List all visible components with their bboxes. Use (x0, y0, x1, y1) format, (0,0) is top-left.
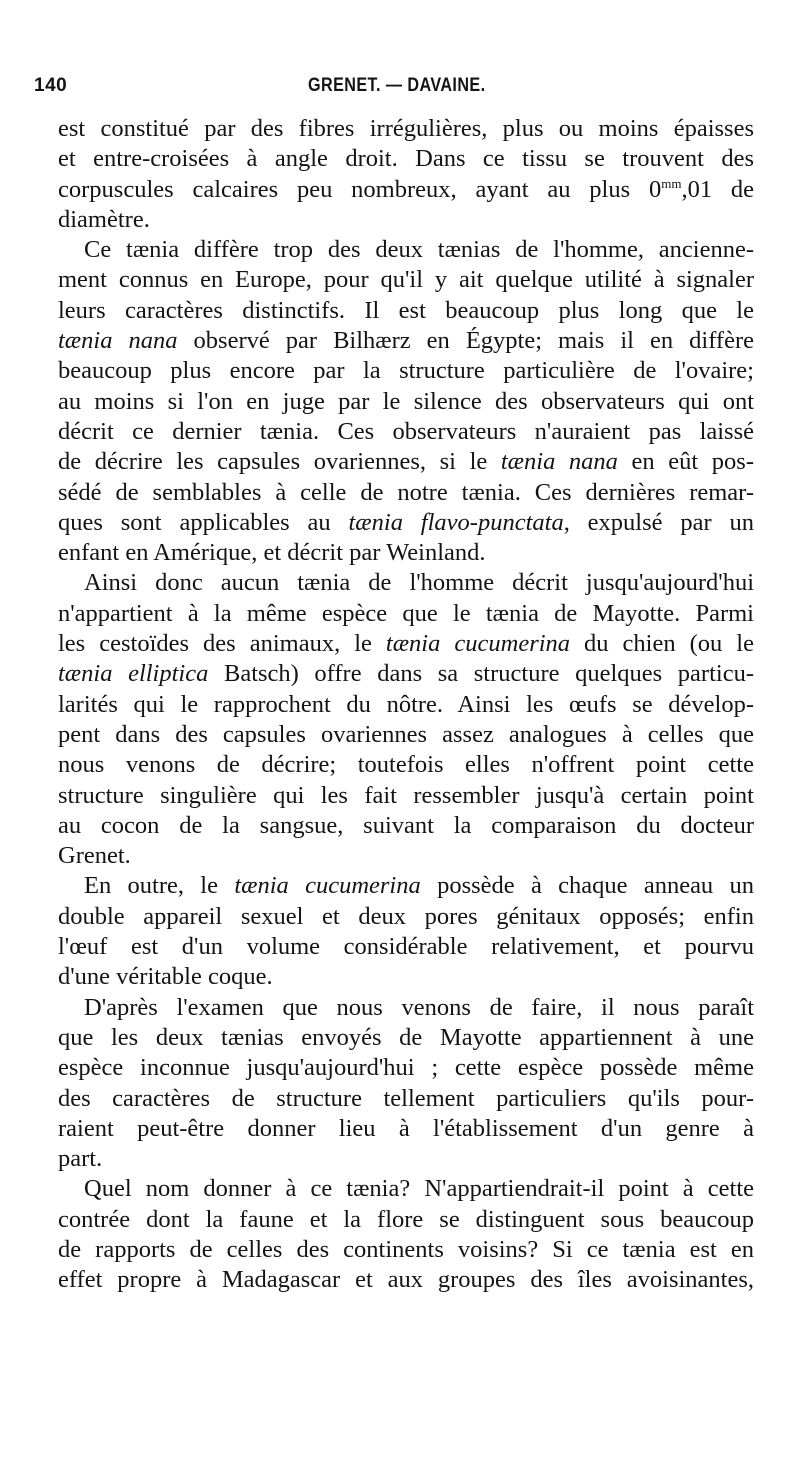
species-name: tænia cucumerina (385, 630, 571, 658)
species-name: tænia nana (58, 327, 178, 355)
text-line: est constitué par des fibres irrégulières, plus ou moins épaisses (58, 115, 754, 142)
text-line (58, 629, 754, 659)
text-segment: de décrire les capsules ovariennes, si le (58, 448, 501, 476)
text-segment: ,01 de (681, 175, 754, 203)
text-line: raient peut-être donner lieu à l'établissement d'un genre à (58, 1114, 754, 1142)
text-segment: En outre, le (84, 872, 235, 900)
text-segment: corpuscules calcaires peu nombreux, ayant au plus 0 (58, 175, 662, 203)
text-line: des caractères de structure tellement particuliers qu'ils pour- (58, 1084, 754, 1112)
species-name: tænia flavo-punctata (348, 508, 564, 536)
text-line: pent dans des capsules ovariennes assez analogues à celles que (58, 720, 754, 748)
species-name: tænia nana (500, 448, 618, 476)
text-line (58, 175, 754, 205)
text-line: diamètre. (58, 205, 150, 233)
text-line: Quel nom donner à ce tænia? N'appartiendrait-il point à cette (84, 1175, 754, 1203)
text-line (58, 508, 754, 538)
running-title: GRENET. — DAVAINE. (308, 75, 486, 96)
text-line: D'après l'examen que nous venons de faire, il nous paraît (84, 993, 754, 1021)
text-line: d'une véritable coque. (58, 963, 273, 991)
text-line: Grenet. (58, 842, 131, 870)
unit-superscript: mm (661, 175, 682, 191)
text-line: au moins si l'on en juge par le silence des observateurs qui ont (58, 387, 754, 415)
text-line: et entre-croisées à angle droit. Dans ce tissu se trouvent des (58, 145, 754, 173)
species-name: tænia elliptica (58, 660, 209, 688)
text-line: Ainsi donc aucun tænia de l'homme décrit jusqu'aujourd'hui (84, 569, 754, 597)
text-line: l'œuf est d'un volume considérable relativement, et pourvu (58, 933, 754, 961)
text-line: de rapports de celles des continents voisins? Si ce tænia est en (58, 1235, 754, 1263)
text-line: décrit ce dernier tænia. Ces observateurs n'auraient pas laissé (58, 417, 754, 445)
paragraph-3 (58, 568, 754, 871)
text-line: n'appartient à la même espèce que le tænia de Mayotte. Parmi (58, 599, 754, 627)
text-segment: possède à chaque anneau un (420, 872, 754, 900)
text-line: part. (58, 1145, 103, 1173)
text-line: beaucoup plus encore par la structure particulière de l'ovaire; (58, 357, 754, 385)
text-segment: les cestoïdes des animaux, le (58, 630, 386, 658)
text-line: que les deux tænias envoyés de Mayotte appartiennent à une (58, 1023, 754, 1051)
text-line: sédé de semblables à celle de notre tænia. Ces dernières remar- (58, 478, 754, 506)
running-head (34, 68, 754, 104)
text-line: au cocon de la sangsue, suivant la comparaison du docteur (58, 811, 754, 839)
paragraph-2 (58, 235, 754, 568)
text-line: contrée dont la faune et la flore se distinguent sous beaucoup (58, 1205, 754, 1233)
text-segment: ques sont applicables au (58, 508, 349, 536)
text-line (58, 659, 754, 689)
document-page (34, 68, 754, 1296)
text-line: espèce inconnue jusqu'aujourd'hui ; cette espèce possède même (58, 1054, 754, 1082)
text-segment: observé par Bilhærz en Égypte; mais il en diffère (177, 327, 754, 355)
page-number: 140 (34, 75, 68, 96)
text-line: nous venons de décrire; toutefois elles n'offrent point cette (58, 751, 754, 779)
text-segment: du chien (ou le (570, 630, 754, 658)
text-line: effet propre à Madagascar et aux groupes des îles avoisinantes, (58, 1266, 754, 1294)
text-line: structure singulière qui les fait ressembler jusqu'à certain point (58, 781, 754, 809)
species-name: tænia cucumerina (234, 872, 421, 900)
paragraph-5 (58, 993, 754, 1175)
text-line (58, 447, 754, 477)
text-segment: , expulsé par un (563, 508, 754, 536)
body-text (58, 114, 754, 1296)
text-line: enfant en Amérique, et décrit par Weinland. (58, 539, 486, 567)
paragraph-6 (58, 1174, 754, 1295)
text-segment: en eût pos- (617, 448, 754, 476)
text-line: double appareil sexuel et deux pores génitaux opposés; enfin (58, 902, 754, 930)
paragraph-1 (58, 114, 754, 235)
text-segment: Batsch) offre dans sa structure quelques particu- (208, 660, 754, 688)
text-line: ment connus en Europe, pour qu'il y ait quelque utilité à signaler (58, 266, 754, 294)
text-line (58, 326, 754, 356)
text-line: leurs caractères distinctifs. Il est beaucoup plus long que le (58, 296, 754, 324)
paragraph-4 (58, 871, 754, 992)
text-line: larités qui le rapprochent du nôtre. Ainsi les œufs se dévelop- (58, 690, 754, 718)
text-line: Ce tænia diffère trop des deux tænias de l'homme, ancienne- (84, 236, 754, 264)
text-line (58, 871, 754, 901)
